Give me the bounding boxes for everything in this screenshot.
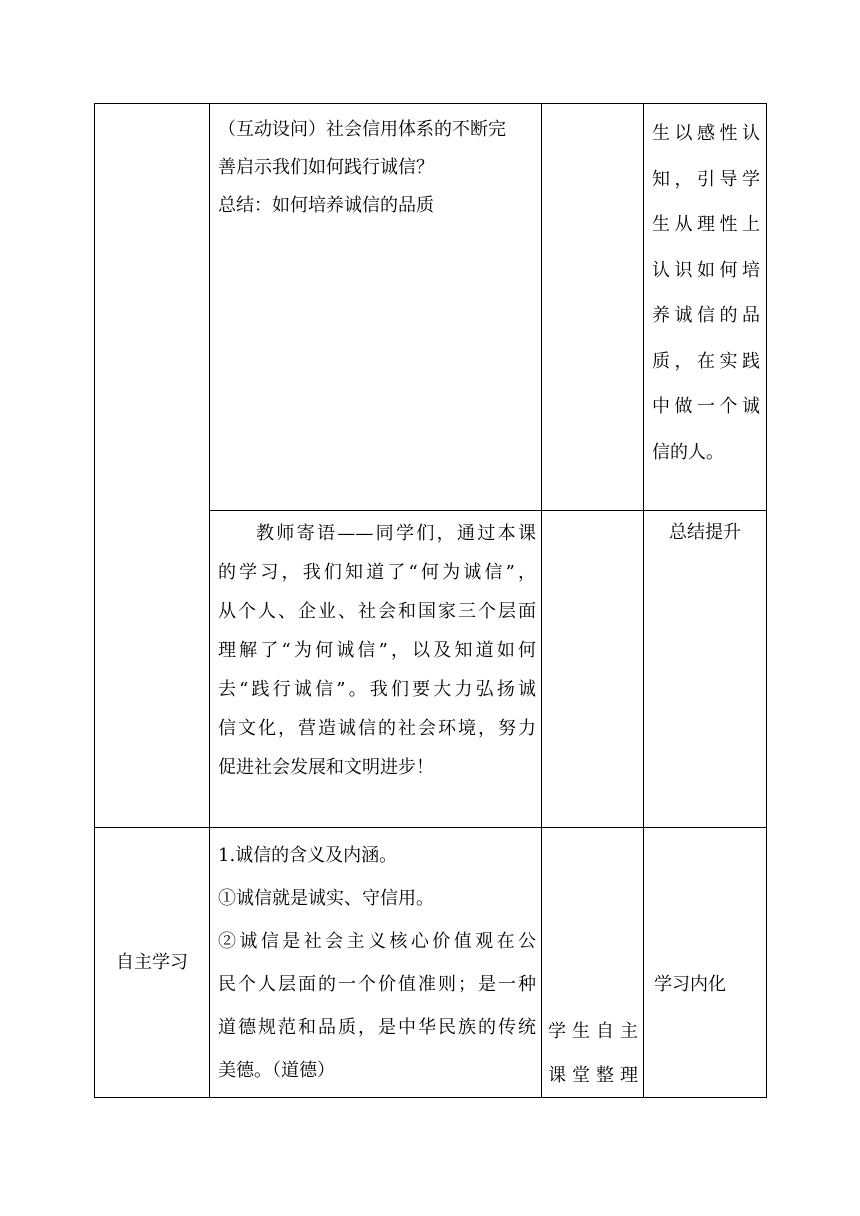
activity-line: ②诚信是社会主义核心价值观在公 (218, 931, 536, 952)
activity-cell-row2 (218, 514, 536, 787)
activity-line: （互动设问）社会信用体系的不断完 (218, 119, 506, 140)
activity-line: 民个人层面的一个价值准则；是一种 (218, 974, 536, 995)
activity-line: 善启示我们如何践行诚信？ (218, 157, 434, 178)
col-border-1 (209, 103, 210, 1098)
activity-line: ①诚信就是诚实、守信用。 (218, 888, 434, 909)
student-line: 课堂整理 (548, 1065, 638, 1086)
activity-line: 1.诚信的含义及内涵。 (218, 845, 398, 866)
intent-line: 质，在实践 (652, 350, 760, 372)
activity-line: 道德规范和品质，是中华民族的传统 (218, 1017, 536, 1038)
intent-line: 生以感性认 (652, 123, 760, 144)
intent-cell-row1 (652, 111, 760, 475)
activity-line: 理解了“为何诚信”，以及知道如何 (218, 640, 536, 661)
activity-line: 从个人、企业、社会和国家三个层面 (218, 601, 536, 622)
activity-line: 信文化，营造诚信的社会环境，努力 (218, 718, 536, 739)
intent-line: 认识如何培 (652, 259, 760, 281)
student-line: 学生自主 (548, 1021, 638, 1042)
activity-line: 促进社会发展和文明进步！ (218, 757, 434, 778)
row-divider-3 (94, 827, 767, 828)
activity-cell-row3 (218, 834, 536, 1092)
row-divider-2 (209, 510, 767, 511)
col-border-right (766, 103, 767, 1098)
table-bottom-border (94, 1097, 767, 1098)
activity-cell-row1 (218, 111, 536, 225)
intent-cell-row3 (654, 966, 762, 1004)
intent-text: 总结提升 (669, 522, 741, 543)
col-border-2 (541, 103, 542, 1098)
intent-line: 养诚信的品 (652, 305, 760, 326)
activity-line: 教师寄语——同学们，通过本课 (256, 523, 536, 544)
activity-line: 去“践行诚信”。我们要大力弘扬诚 (218, 679, 536, 700)
intent-line: 生从理性上 (652, 214, 760, 235)
intent-cell-row2 (644, 514, 766, 552)
student-cell-row3 (548, 1010, 638, 1098)
intent-line: 中做一个诚 (652, 396, 760, 417)
table-top-border (94, 103, 767, 104)
col-border-3 (643, 103, 644, 1098)
link-text: 自主学习 (116, 952, 188, 973)
activity-line: 美德。（道德） (218, 1060, 335, 1081)
intent-line: 信的人。 (652, 441, 724, 463)
activity-line: 的学习，我们知道了“何为诚信”， (218, 562, 536, 583)
intent-line: 知，引导学 (652, 168, 760, 190)
link-cell-row3 (95, 944, 209, 982)
intent-text: 学习内化 (654, 974, 726, 995)
activity-line: 总结：如何培养诚信的品质 (218, 195, 434, 216)
